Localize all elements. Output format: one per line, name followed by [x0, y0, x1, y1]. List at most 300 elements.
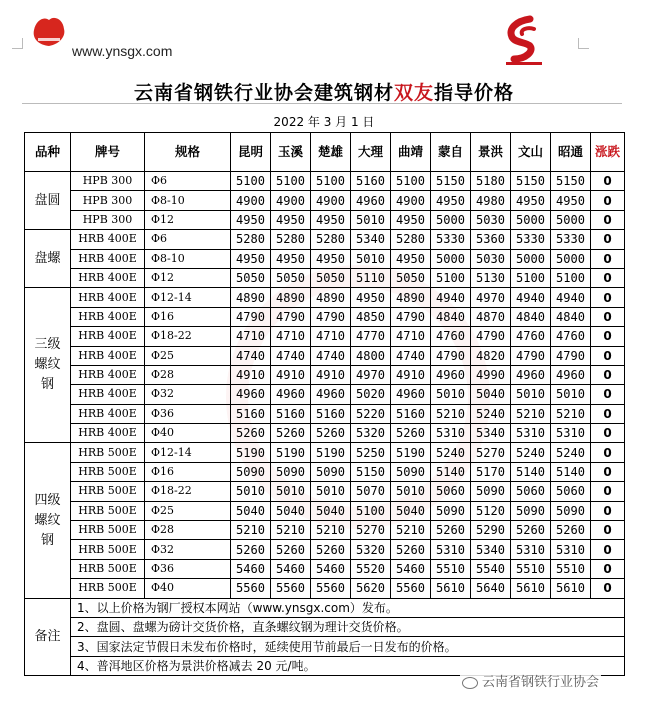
table-row: [25, 288, 625, 307]
spec-cell: Φ18-22: [145, 482, 231, 501]
change-cell: 0: [591, 404, 625, 423]
change-cell: 0: [591, 385, 625, 404]
price-cell: 4890: [391, 288, 431, 307]
price-cell: 5310: [431, 424, 471, 443]
table-row: [25, 462, 625, 481]
grade-cell: HRB 400E: [71, 327, 145, 346]
price-cell: 4960: [311, 385, 351, 404]
price-cell: 5160: [231, 404, 271, 423]
note-text: 3、国家法定节假日未发布价格时，延续使用节前最后一日发布的价格。: [71, 637, 625, 656]
price-cell: 5000: [551, 249, 591, 268]
price-cell: 4950: [511, 191, 551, 210]
note-text: 2、盘圆、盘螺为磅计交货价格，直条螺纹钢为理计交货价格。: [71, 617, 625, 636]
price-cell: 5110: [351, 268, 391, 287]
price-cell: 4790: [551, 346, 591, 365]
table-row: [25, 230, 625, 249]
corner-mark-right: [578, 38, 589, 49]
price-cell: 5210: [551, 404, 591, 423]
price-cell: 5070: [351, 482, 391, 501]
price-cell: 4970: [471, 288, 511, 307]
change-cell: 0: [591, 501, 625, 520]
change-cell: 0: [591, 327, 625, 346]
note-row: [25, 598, 625, 617]
price-cell: 5340: [471, 540, 511, 559]
price-cell: 5280: [231, 230, 271, 249]
price-cell: 5100: [511, 268, 551, 287]
price-cell: 4940: [551, 288, 591, 307]
price-cell: 5220: [351, 404, 391, 423]
price-cell: 4840: [551, 307, 591, 326]
change-cell: 0: [591, 268, 625, 287]
price-cell: 5280: [311, 230, 351, 249]
price-cell: 4910: [391, 365, 431, 384]
grade-cell: HRB 400E: [71, 288, 145, 307]
price-cell: 5010: [311, 482, 351, 501]
table-header-row: [25, 133, 625, 172]
price-cell: 5050: [391, 268, 431, 287]
price-cell: 4790: [271, 307, 311, 326]
page-title: [0, 78, 648, 105]
grade-cell: HRB 400E: [71, 404, 145, 423]
price-cell: 5020: [351, 385, 391, 404]
corner-mark-left: [12, 38, 23, 49]
price-cell: 5260: [311, 540, 351, 559]
price-cell: 5090: [511, 501, 551, 520]
column-header: 曲靖: [391, 133, 431, 172]
spec-cell: Φ32: [145, 540, 231, 559]
publish-date: 2022 年 3 月 1 日: [273, 115, 375, 129]
price-cell: 4910: [231, 365, 271, 384]
change-cell: 0: [591, 559, 625, 578]
price-cell: 4950: [311, 249, 351, 268]
column-header: 牌号: [71, 133, 145, 172]
price-cell: 5540: [471, 559, 511, 578]
price-cell: 4910: [271, 365, 311, 384]
price-cell: 4890: [271, 288, 311, 307]
price-cell: 4740: [391, 346, 431, 365]
spec-cell: Φ6: [145, 172, 231, 191]
column-header: 昆明: [231, 133, 271, 172]
price-cell: 5010: [511, 385, 551, 404]
price-cell: 5000: [431, 210, 471, 229]
wechat-icon: [462, 677, 478, 689]
price-cell: 5190: [311, 443, 351, 462]
spec-cell: Φ16: [145, 462, 231, 481]
spec-cell: Φ12-14: [145, 288, 231, 307]
price-cell: 5090: [471, 482, 511, 501]
price-cell: 5150: [511, 172, 551, 191]
price-cell: 5000: [431, 249, 471, 268]
price-cell: 5120: [471, 501, 511, 520]
price-cell: 5290: [471, 521, 511, 540]
price-cell: 4940: [431, 288, 471, 307]
price-cell: 4960: [391, 385, 431, 404]
spec-cell: Φ12-14: [145, 443, 231, 462]
grade-cell: HRB 500E: [71, 559, 145, 578]
spec-cell: Φ28: [145, 521, 231, 540]
price-cell: 5010: [551, 385, 591, 404]
price-cell: 4710: [231, 327, 271, 346]
price-cell: 5190: [231, 443, 271, 462]
brand-logo-icon: [500, 15, 548, 67]
grade-cell: HPB 300: [71, 172, 145, 191]
price-cell: 5260: [431, 521, 471, 540]
price-cell: 5100: [271, 172, 311, 191]
price-cell: 4800: [351, 346, 391, 365]
price-cell: 5140: [511, 462, 551, 481]
grade-cell: HRB 400E: [71, 268, 145, 287]
price-cell: 5040: [311, 501, 351, 520]
price-cell: 4760: [431, 327, 471, 346]
spec-cell: Φ40: [145, 579, 231, 598]
price-cell: 5340: [351, 230, 391, 249]
spec-cell: Φ32: [145, 385, 231, 404]
price-cell: 4950: [391, 249, 431, 268]
price-cell: 4710: [391, 327, 431, 346]
price-table: [24, 132, 625, 676]
price-cell: 5320: [351, 424, 391, 443]
price-cell: 4980: [471, 191, 511, 210]
spec-cell: Φ12: [145, 268, 231, 287]
change-cell: 0: [591, 230, 625, 249]
price-cell: 4760: [511, 327, 551, 346]
change-cell: 0: [591, 191, 625, 210]
price-cell: 5340: [471, 424, 511, 443]
price-cell: 4890: [311, 288, 351, 307]
price-cell: 5510: [551, 559, 591, 578]
price-cell: 5210: [431, 404, 471, 423]
association-logo-icon: [30, 12, 68, 50]
spec-cell: Φ8-10: [145, 249, 231, 268]
price-cell: 5260: [391, 540, 431, 559]
price-cell: 5280: [391, 230, 431, 249]
price-cell: 5090: [231, 462, 271, 481]
grade-cell: HRB 500E: [71, 501, 145, 520]
table-row: [25, 172, 625, 191]
price-cell: 4960: [271, 385, 311, 404]
grade-cell: HRB 400E: [71, 365, 145, 384]
price-cell: 4900: [231, 191, 271, 210]
price-cell: 4940: [511, 288, 551, 307]
price-cell: 5460: [271, 559, 311, 578]
price-cell: 5310: [511, 540, 551, 559]
price-cell: 5270: [351, 521, 391, 540]
price-cell: 5320: [351, 540, 391, 559]
price-cell: 5250: [351, 443, 391, 462]
price-cell: 5280: [271, 230, 311, 249]
column-header: 楚雄: [311, 133, 351, 172]
category-cell: 盘螺: [25, 230, 71, 288]
table-row: [25, 327, 625, 346]
price-cell: 4710: [271, 327, 311, 346]
title-part2: 指导价格: [434, 82, 515, 104]
price-cell: 5510: [511, 559, 551, 578]
price-cell: 5210: [391, 521, 431, 540]
price-cell: 5260: [551, 521, 591, 540]
grade-cell: HRB 500E: [71, 579, 145, 598]
grade-cell: HRB 500E: [71, 521, 145, 540]
price-cell: 5310: [551, 540, 591, 559]
price-cell: 5610: [511, 579, 551, 598]
category-cell: 盘圆: [25, 172, 71, 230]
price-cell: 4900: [271, 191, 311, 210]
price-cell: 4760: [551, 327, 591, 346]
price-cell: 4950: [551, 191, 591, 210]
change-cell: 0: [591, 365, 625, 384]
title-part1: 云南省钢铁行业协会建筑钢材: [133, 82, 394, 104]
price-cell: 5310: [551, 424, 591, 443]
price-cell: 4870: [471, 307, 511, 326]
price-cell: 5240: [431, 443, 471, 462]
price-cell: 4950: [431, 191, 471, 210]
spec-cell: Φ12: [145, 210, 231, 229]
grade-cell: HRB 500E: [71, 540, 145, 559]
category-cell: 三级螺纹钢: [25, 288, 71, 443]
table-row: [25, 210, 625, 229]
price-cell: 5330: [511, 230, 551, 249]
price-cell: 5040: [231, 501, 271, 520]
price-cell: 4950: [391, 210, 431, 229]
price-cell: 5040: [391, 501, 431, 520]
price-cell: 5460: [311, 559, 351, 578]
price-cell: 5310: [511, 424, 551, 443]
price-cell: 5040: [271, 501, 311, 520]
price-cell: 5010: [231, 482, 271, 501]
grade-cell: HRB 500E: [71, 443, 145, 462]
price-cell: 5210: [311, 521, 351, 540]
change-cell: 0: [591, 482, 625, 501]
price-cell: 4790: [311, 307, 351, 326]
price-cell: 5090: [431, 501, 471, 520]
spec-cell: Φ40: [145, 424, 231, 443]
column-header: 景洪: [471, 133, 511, 172]
wechat-account-label: [460, 671, 601, 690]
change-cell: 0: [591, 443, 625, 462]
spec-cell: Φ36: [145, 404, 231, 423]
price-cell: 4770: [351, 327, 391, 346]
price-cell: 5140: [551, 462, 591, 481]
price-cell: 5260: [231, 424, 271, 443]
price-cell: 5620: [351, 579, 391, 598]
column-header: 规格: [145, 133, 231, 172]
change-cell: 0: [591, 172, 625, 191]
price-cell: 5640: [471, 579, 511, 598]
price-cell: 4740: [231, 346, 271, 365]
price-cell: 4790: [431, 346, 471, 365]
price-cell: 5260: [511, 521, 551, 540]
price-cell: 4950: [271, 210, 311, 229]
change-cell: 0: [591, 288, 625, 307]
price-cell: 5130: [471, 268, 511, 287]
price-cell: 5140: [431, 462, 471, 481]
table-row: [25, 559, 625, 578]
price-cell: 4910: [311, 365, 351, 384]
price-cell: 4790: [471, 327, 511, 346]
price-cell: 5180: [471, 172, 511, 191]
price-cell: 4790: [391, 307, 431, 326]
column-header: 大理: [351, 133, 391, 172]
price-cell: 4960: [511, 365, 551, 384]
price-cell: 5330: [431, 230, 471, 249]
price-cell: 4820: [471, 346, 511, 365]
price-cell: 5100: [431, 268, 471, 287]
price-cell: 5330: [551, 230, 591, 249]
column-header: 文山: [511, 133, 551, 172]
grade-cell: HRB 400E: [71, 385, 145, 404]
column-header: 玉溪: [271, 133, 311, 172]
note-text: 4、普洱地区价格为景洪价格减去 20 元/吨。: [71, 656, 625, 675]
category-cell: 四级螺纹钢: [25, 443, 71, 598]
grade-cell: HRB 400E: [71, 249, 145, 268]
price-cell: 5260: [311, 424, 351, 443]
price-cell: 5050: [311, 268, 351, 287]
price-cell: 5260: [271, 540, 311, 559]
price-cell: 5190: [271, 443, 311, 462]
price-cell: 4900: [391, 191, 431, 210]
price-cell: 4960: [431, 365, 471, 384]
price-cell: 5460: [231, 559, 271, 578]
spec-cell: Φ6: [145, 230, 231, 249]
spec-cell: Φ8-10: [145, 191, 231, 210]
price-cell: 5560: [271, 579, 311, 598]
price-cell: 5610: [551, 579, 591, 598]
price-cell: 5010: [391, 482, 431, 501]
price-cell: 5240: [511, 443, 551, 462]
price-cell: 5310: [431, 540, 471, 559]
column-header: 品种: [25, 133, 71, 172]
price-cell: 5560: [311, 579, 351, 598]
price-cell: 5030: [471, 210, 511, 229]
price-cell: 5240: [551, 443, 591, 462]
price-cell: 5270: [471, 443, 511, 462]
table-row: [25, 249, 625, 268]
title-highlight: 双友: [393, 82, 434, 104]
price-cell: 4710: [311, 327, 351, 346]
price-cell: 5170: [471, 462, 511, 481]
spec-cell: Φ25: [145, 346, 231, 365]
price-cell: 4990: [471, 365, 511, 384]
price-cell: 5010: [431, 385, 471, 404]
table-row: [25, 346, 625, 365]
note-row: [25, 637, 625, 656]
change-cell: 0: [591, 307, 625, 326]
price-cell: 5160: [311, 404, 351, 423]
price-cell: 5610: [431, 579, 471, 598]
price-cell: 5260: [271, 424, 311, 443]
price-cell: 5040: [471, 385, 511, 404]
price-cell: 4790: [511, 346, 551, 365]
column-header: 昭通: [551, 133, 591, 172]
notes-label: 备注: [25, 598, 71, 676]
price-cell: 5100: [311, 172, 351, 191]
price-cell: 5150: [431, 172, 471, 191]
spec-cell: Φ16: [145, 307, 231, 326]
price-cell: 5050: [271, 268, 311, 287]
table-row: [25, 579, 625, 598]
price-cell: 5060: [551, 482, 591, 501]
table-row: [25, 385, 625, 404]
grade-cell: HRB 400E: [71, 307, 145, 326]
price-cell: 5010: [271, 482, 311, 501]
price-cell: 5560: [231, 579, 271, 598]
note-text: 1、以上价格为钢厂授权本网站（www.ynsgx.com）发布。: [71, 598, 625, 617]
price-cell: 4960: [231, 385, 271, 404]
price-cell: 5100: [231, 172, 271, 191]
site-url: www.ynsgx.com: [72, 43, 173, 59]
price-cell: 4840: [431, 307, 471, 326]
price-cell: 5360: [471, 230, 511, 249]
price-cell: 5240: [471, 404, 511, 423]
change-cell: 0: [591, 462, 625, 481]
price-cell: 5100: [351, 501, 391, 520]
price-cell: 4950: [351, 288, 391, 307]
change-cell: 0: [591, 249, 625, 268]
table-row: [25, 424, 625, 443]
price-cell: 4950: [311, 210, 351, 229]
price-cell: 4950: [271, 249, 311, 268]
grade-cell: HRB 400E: [71, 346, 145, 365]
price-cell: 5010: [351, 249, 391, 268]
price-cell: 5030: [471, 249, 511, 268]
price-cell: 5210: [271, 521, 311, 540]
price-cell: 5060: [431, 482, 471, 501]
price-cell: 5000: [511, 210, 551, 229]
grade-cell: HPB 300: [71, 191, 145, 210]
table-row: [25, 501, 625, 520]
price-cell: 4960: [551, 365, 591, 384]
table-row: [25, 365, 625, 384]
price-cell: 5190: [391, 443, 431, 462]
price-cell: 4900: [311, 191, 351, 210]
price-cell: 5090: [551, 501, 591, 520]
table-row: [25, 482, 625, 501]
change-cell: 0: [591, 540, 625, 559]
spec-cell: Φ28: [145, 365, 231, 384]
price-cell: 5160: [391, 404, 431, 423]
table-row: [25, 443, 625, 462]
change-cell: 0: [591, 579, 625, 598]
change-cell: 0: [591, 346, 625, 365]
spec-cell: Φ36: [145, 559, 231, 578]
price-cell: 5150: [551, 172, 591, 191]
price-cell: 4950: [231, 249, 271, 268]
price-cell: 5100: [391, 172, 431, 191]
price-cell: 5010: [351, 210, 391, 229]
table-row: [25, 268, 625, 287]
price-cell: 5210: [511, 404, 551, 423]
price-cell: 4960: [351, 191, 391, 210]
table-row: [25, 307, 625, 326]
price-cell: 4970: [351, 365, 391, 384]
price-cell: 5260: [231, 540, 271, 559]
price-cell: 5560: [391, 579, 431, 598]
change-cell: 0: [591, 210, 625, 229]
price-cell: 5060: [511, 482, 551, 501]
price-cell: 5050: [231, 268, 271, 287]
grade-cell: HRB 400E: [71, 230, 145, 249]
price-cell: 4950: [231, 210, 271, 229]
price-cell: 5520: [351, 559, 391, 578]
column-header: 涨跌: [591, 133, 625, 172]
price-cell: 4890: [231, 288, 271, 307]
table-row: [25, 540, 625, 559]
price-cell: 4740: [311, 346, 351, 365]
column-header: 蒙自: [431, 133, 471, 172]
wechat-account-name: 云南省钢铁行业协会: [482, 675, 600, 690]
price-cell: 5090: [391, 462, 431, 481]
grade-cell: HPB 300: [71, 210, 145, 229]
price-cell: 5090: [311, 462, 351, 481]
